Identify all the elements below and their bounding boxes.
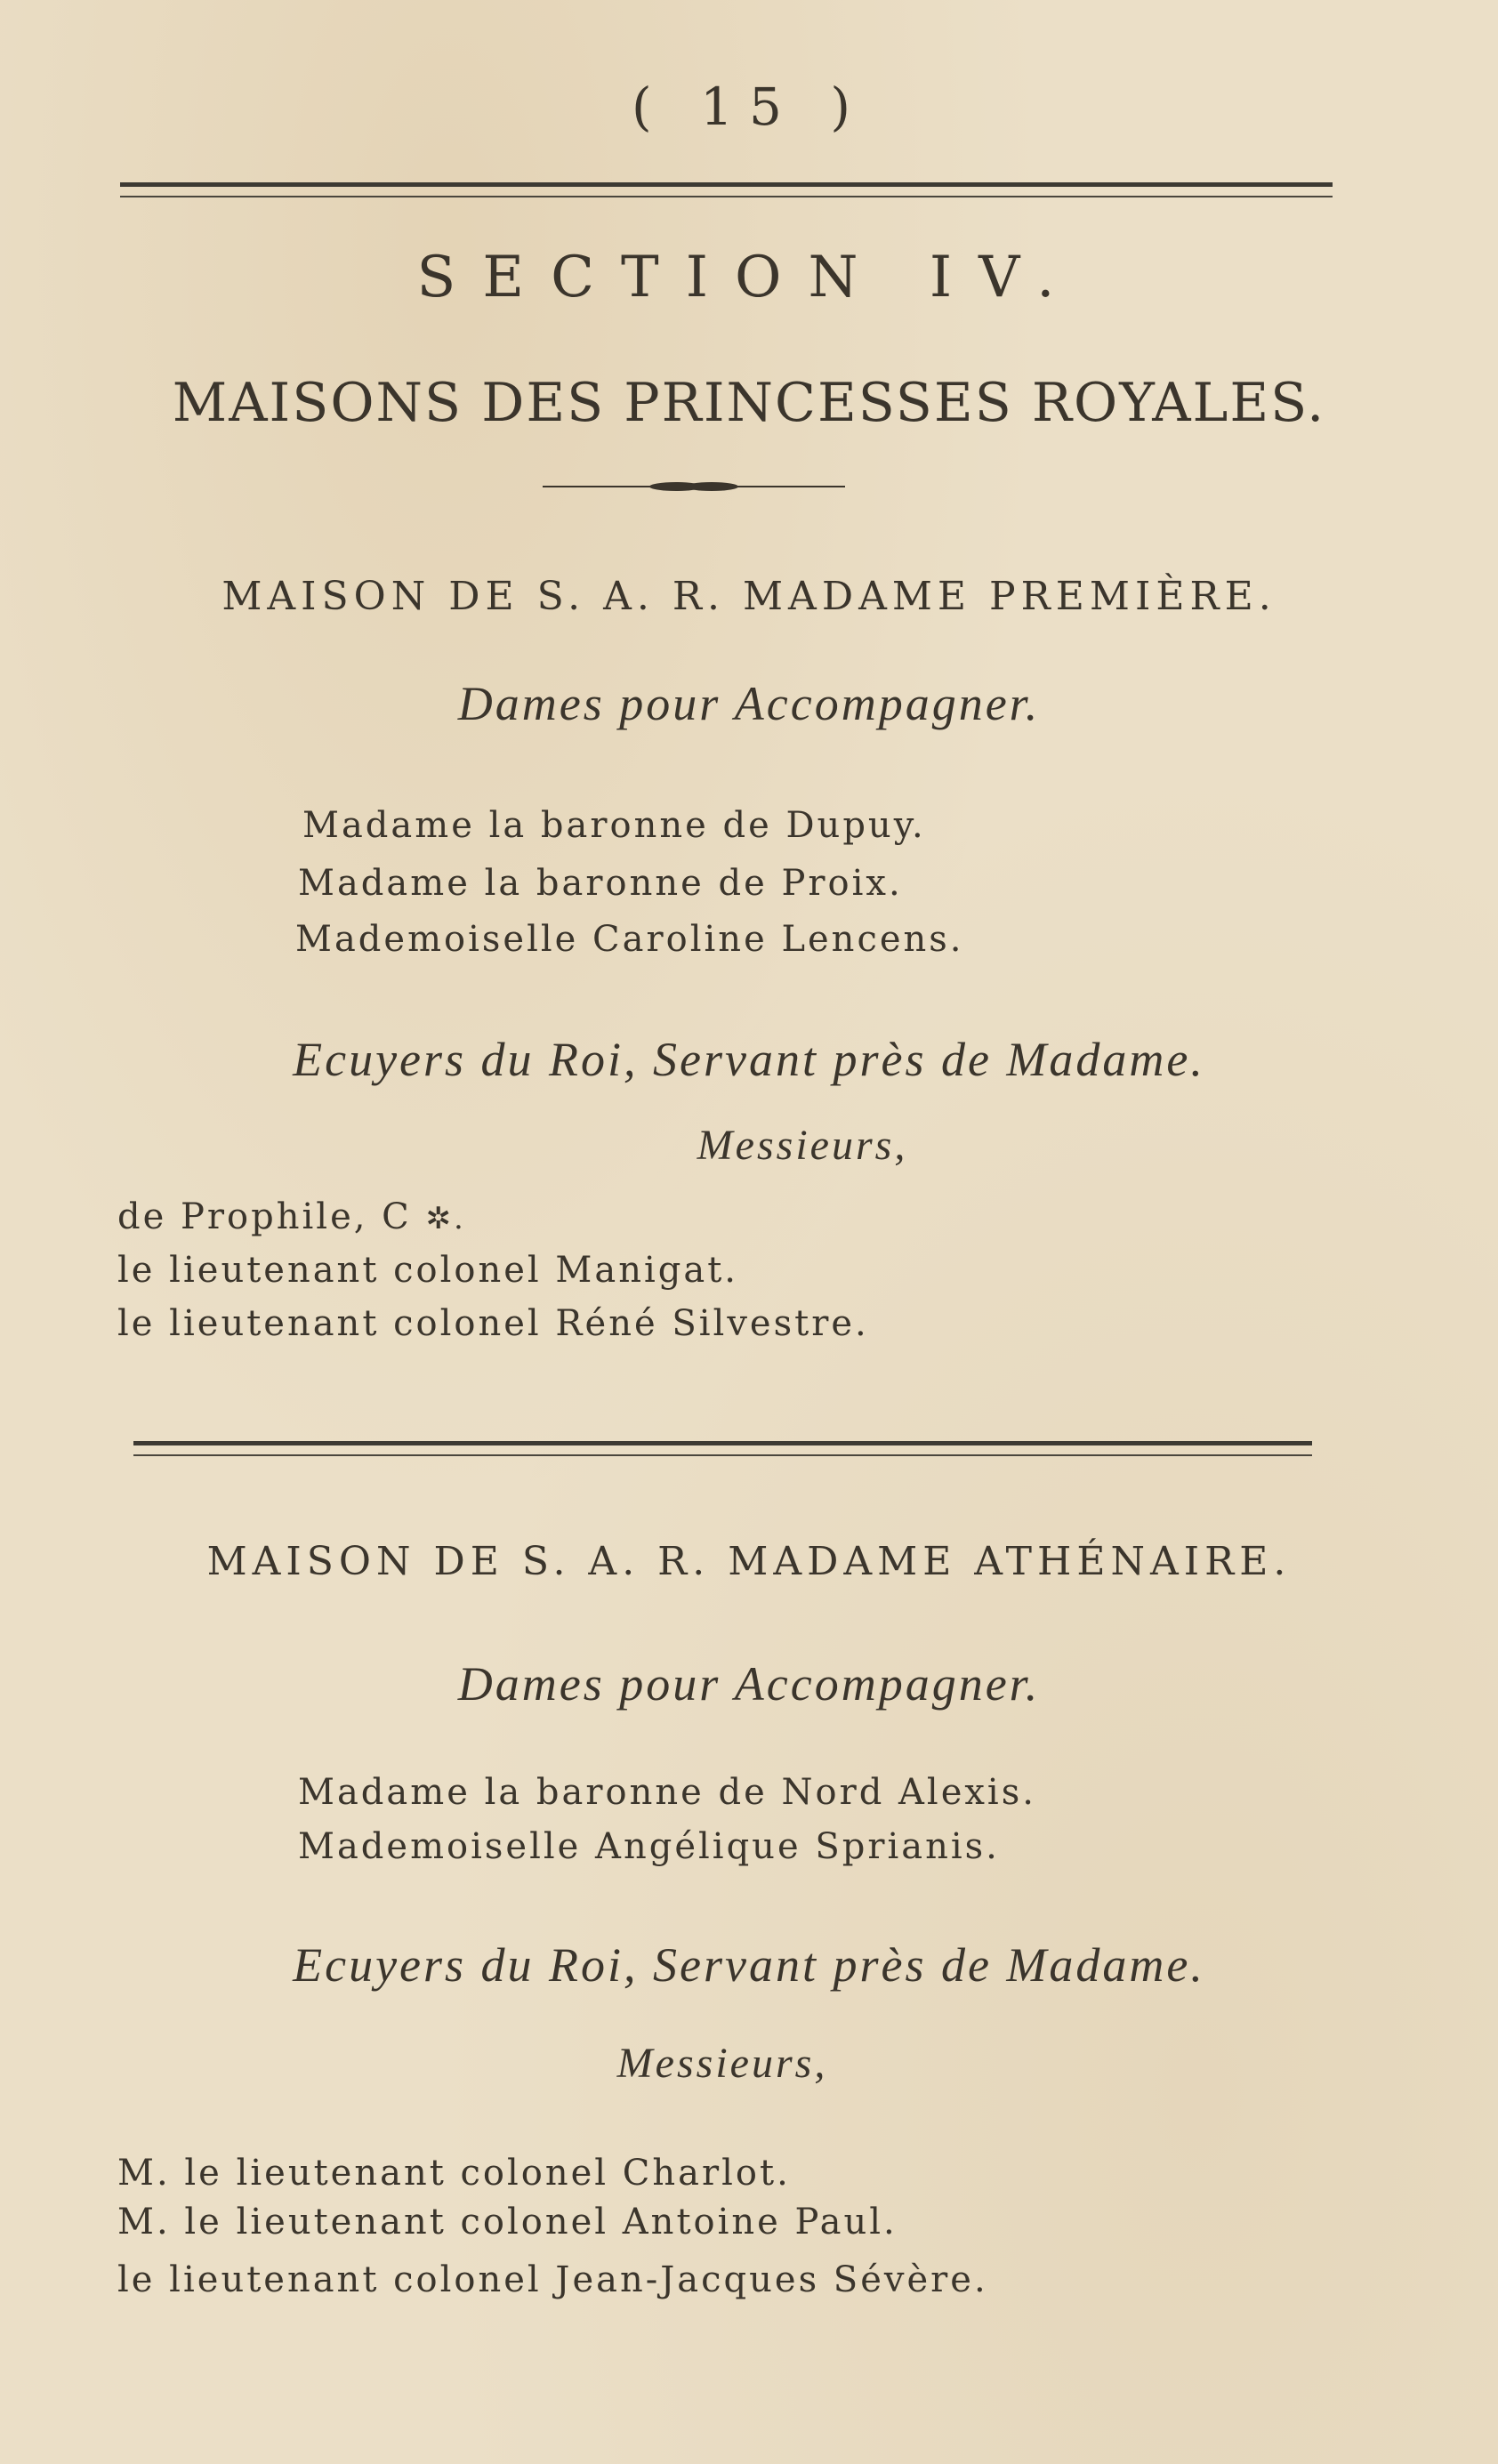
- house-1-equerries-heading: Ecuyers du Roi, Servant près de Madame.: [293, 1033, 1205, 1086]
- house-2-ladies-heading: Dames pour Accompagner.: [457, 1657, 1041, 1711]
- house-2-equerry-1: M. le lieutenant colonel Charlot.: [117, 2153, 791, 2194]
- house-2-equerry-3: le lieutenant colonel Jean-Jacques Sévère.: [117, 2259, 988, 2300]
- house-1-messieurs: Messieurs,: [697, 1122, 908, 1169]
- house-1-lady-3: Mademoiselle Caroline Lencens.: [295, 919, 964, 960]
- house-1-equerry-2: le lieutenant colonel Manigat.: [117, 1250, 739, 1291]
- ornament-divider: [543, 480, 845, 493]
- house-1-equerry-1-name: de Prophile, C: [117, 1196, 412, 1237]
- section-heading: MAISONS DES PRINCESSES ROYALES.: [172, 372, 1326, 434]
- page-number: ( 15 ): [632, 76, 866, 137]
- middle-rule: [133, 1441, 1312, 1445]
- top-rule: [120, 182, 1333, 187]
- top-rule-thin: [120, 196, 1333, 197]
- house-2-messieurs: Messieurs,: [616, 2040, 828, 2087]
- house-2-title: MAISON DE S. A. R. MADAME ATHÉNAIRE.: [206, 1539, 1292, 1584]
- house-1-title: MAISON DE S. A. R. MADAME PREMIÈRE.: [221, 574, 1277, 619]
- middle-rule-thin: [133, 1454, 1312, 1456]
- house-1-equerry-3: le lieutenant colonel Réné Silvestre.: [117, 1303, 869, 1344]
- house-1-lady-2: Madame la baronne de Proix.: [298, 863, 903, 904]
- house-2-lady-1: Madame la baronne de Nord Alexis.: [298, 1772, 1036, 1813]
- house-1-equerry-1: [117, 1196, 466, 1237]
- house-2-lady-2: Mademoiselle Angélique Sprianis.: [298, 1826, 1000, 1867]
- house-1-ladies-heading: Dames pour Accompagner.: [457, 677, 1041, 730]
- section-title: SECTION IV.: [416, 245, 1082, 310]
- order-cross-icon: ✲.: [425, 1201, 466, 1236]
- house-1-lady-1: Madame la baronne de Dupuy.: [302, 805, 926, 846]
- house-2-equerry-2: M. le lieutenant colonel Antoine Paul.: [117, 2202, 898, 2243]
- house-2-equerries-heading: Ecuyers du Roi, Servant près de Madame.: [293, 1938, 1205, 1992]
